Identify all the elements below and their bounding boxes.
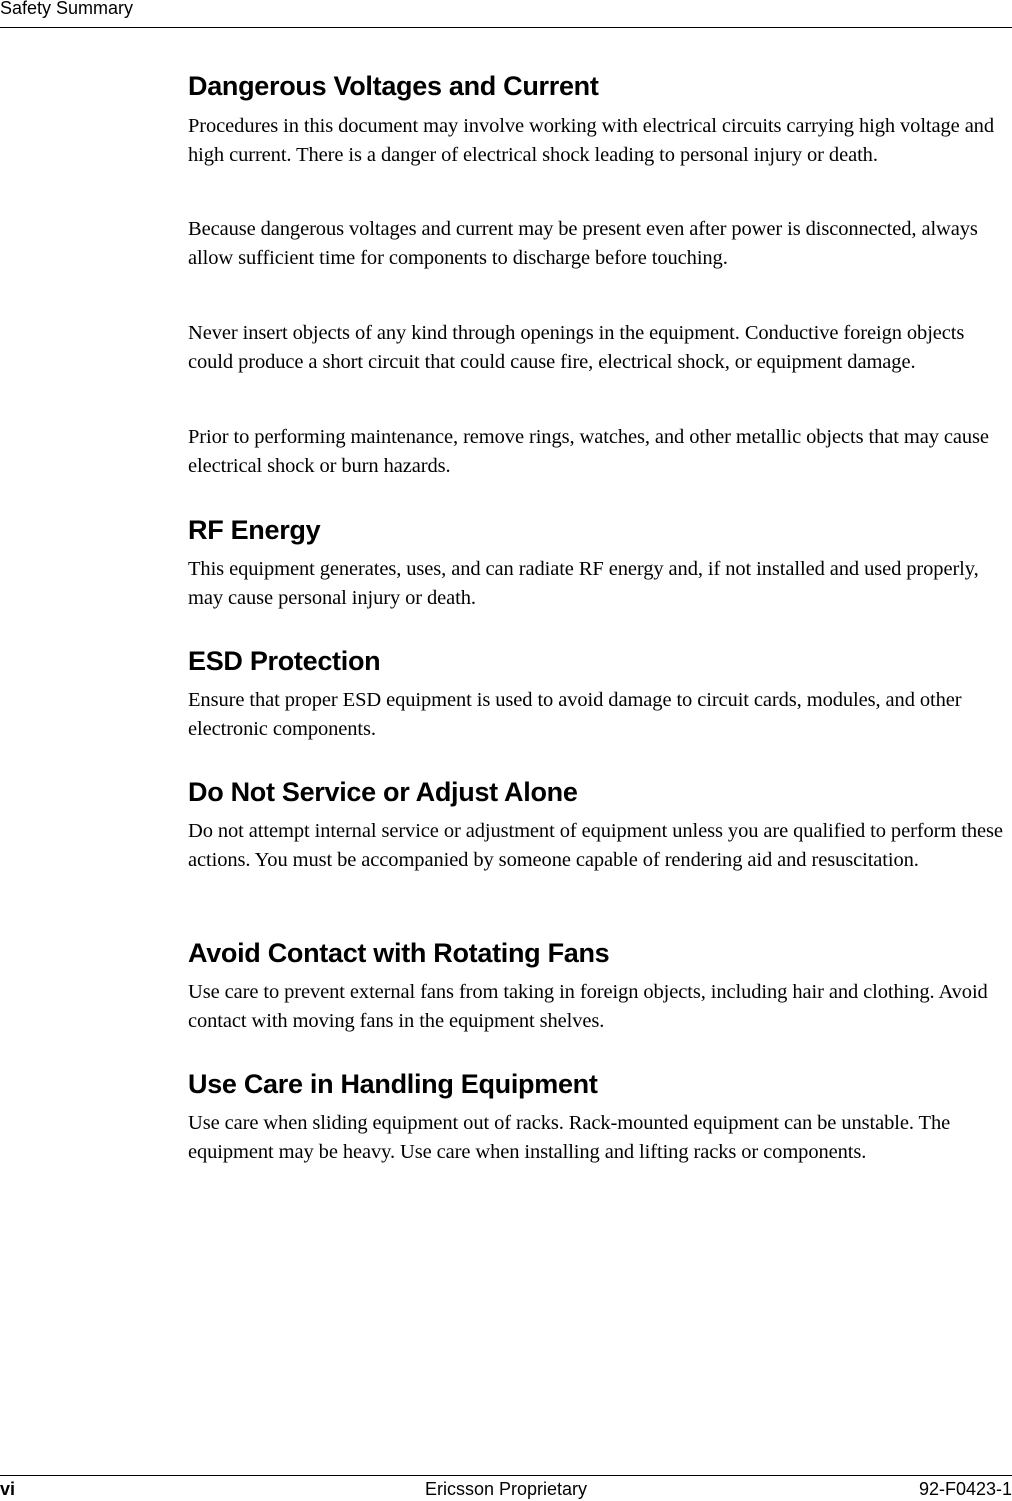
- document-number: 92-F0423-1: [918, 1479, 1012, 1499]
- section-heading-rotating-fans: Avoid Contact with Rotating Fans: [188, 938, 610, 968]
- paragraph-dangerous-voltages-1: Procedures in this document may involve working with electrical circuits carrying high voltage and high current. There is a danger of electrical shock leading to personal injury or death.: [188, 115, 994, 166]
- proprietary-notice: Ericsson Proprietary: [424, 1479, 588, 1499]
- paragraph-dangerous-voltages-3: Never insert objects of any kind through openings in the equipment. Conductive foreign objects could produce a short circuit that could cause fire, electrical shock, or equipment damage.: [188, 322, 965, 373]
- paragraph-do-not-service-alone: Do not attempt internal service or adjustment of equipment unless you are qualified to perform these actions. You must be accompanied by someone capable of rendering aid and resuscitation.: [188, 820, 1003, 871]
- section-heading-esd-protection: ESD Protection: [188, 646, 381, 676]
- page-number: vi: [0, 1479, 16, 1499]
- paragraph-dangerous-voltages-2: Because dangerous voltages and current may be present even after power is disconnected, always allow sufficient time for components to discharge before touching.: [188, 218, 978, 269]
- paragraph-handling-equipment: Use care when sliding equipment out of racks. Rack-mounted equipment can be unstable. The equipment may be heavy. Use care when installing and lifting racks or components.: [188, 1112, 951, 1163]
- page-footer: [0, 1475, 1012, 1501]
- page-header: [0, 0, 1012, 28]
- section-heading-do-not-service-alone: Do Not Service or Adjust Alone: [188, 777, 578, 807]
- paragraph-rf-energy: This equipment generates, uses, and can radiate RF energy and, if not installed and used properly, may cause personal injury or death.: [188, 558, 979, 609]
- paragraph-esd-protection: Ensure that proper ESD equipment is used to avoid damage to circuit cards, modules, and other electronic components.: [188, 689, 962, 740]
- section-heading-dangerous-voltages: Dangerous Voltages and Current: [188, 71, 599, 101]
- paragraph-dangerous-voltages-4: Prior to performing maintenance, remove rings, watches, and other metallic objects that may cause electrical shock or burn hazards.: [188, 426, 989, 477]
- section-heading-rf-energy: RF Energy: [188, 515, 321, 545]
- paragraph-rotating-fans: Use care to prevent external fans from taking in foreign objects, including hair and clothing. Avoid contact with moving fans in the equipment shelves.: [188, 981, 988, 1032]
- running-title: Safety Summary: [0, 0, 134, 18]
- section-heading-handling-equipment: Use Care in Handling Equipment: [188, 1069, 598, 1099]
